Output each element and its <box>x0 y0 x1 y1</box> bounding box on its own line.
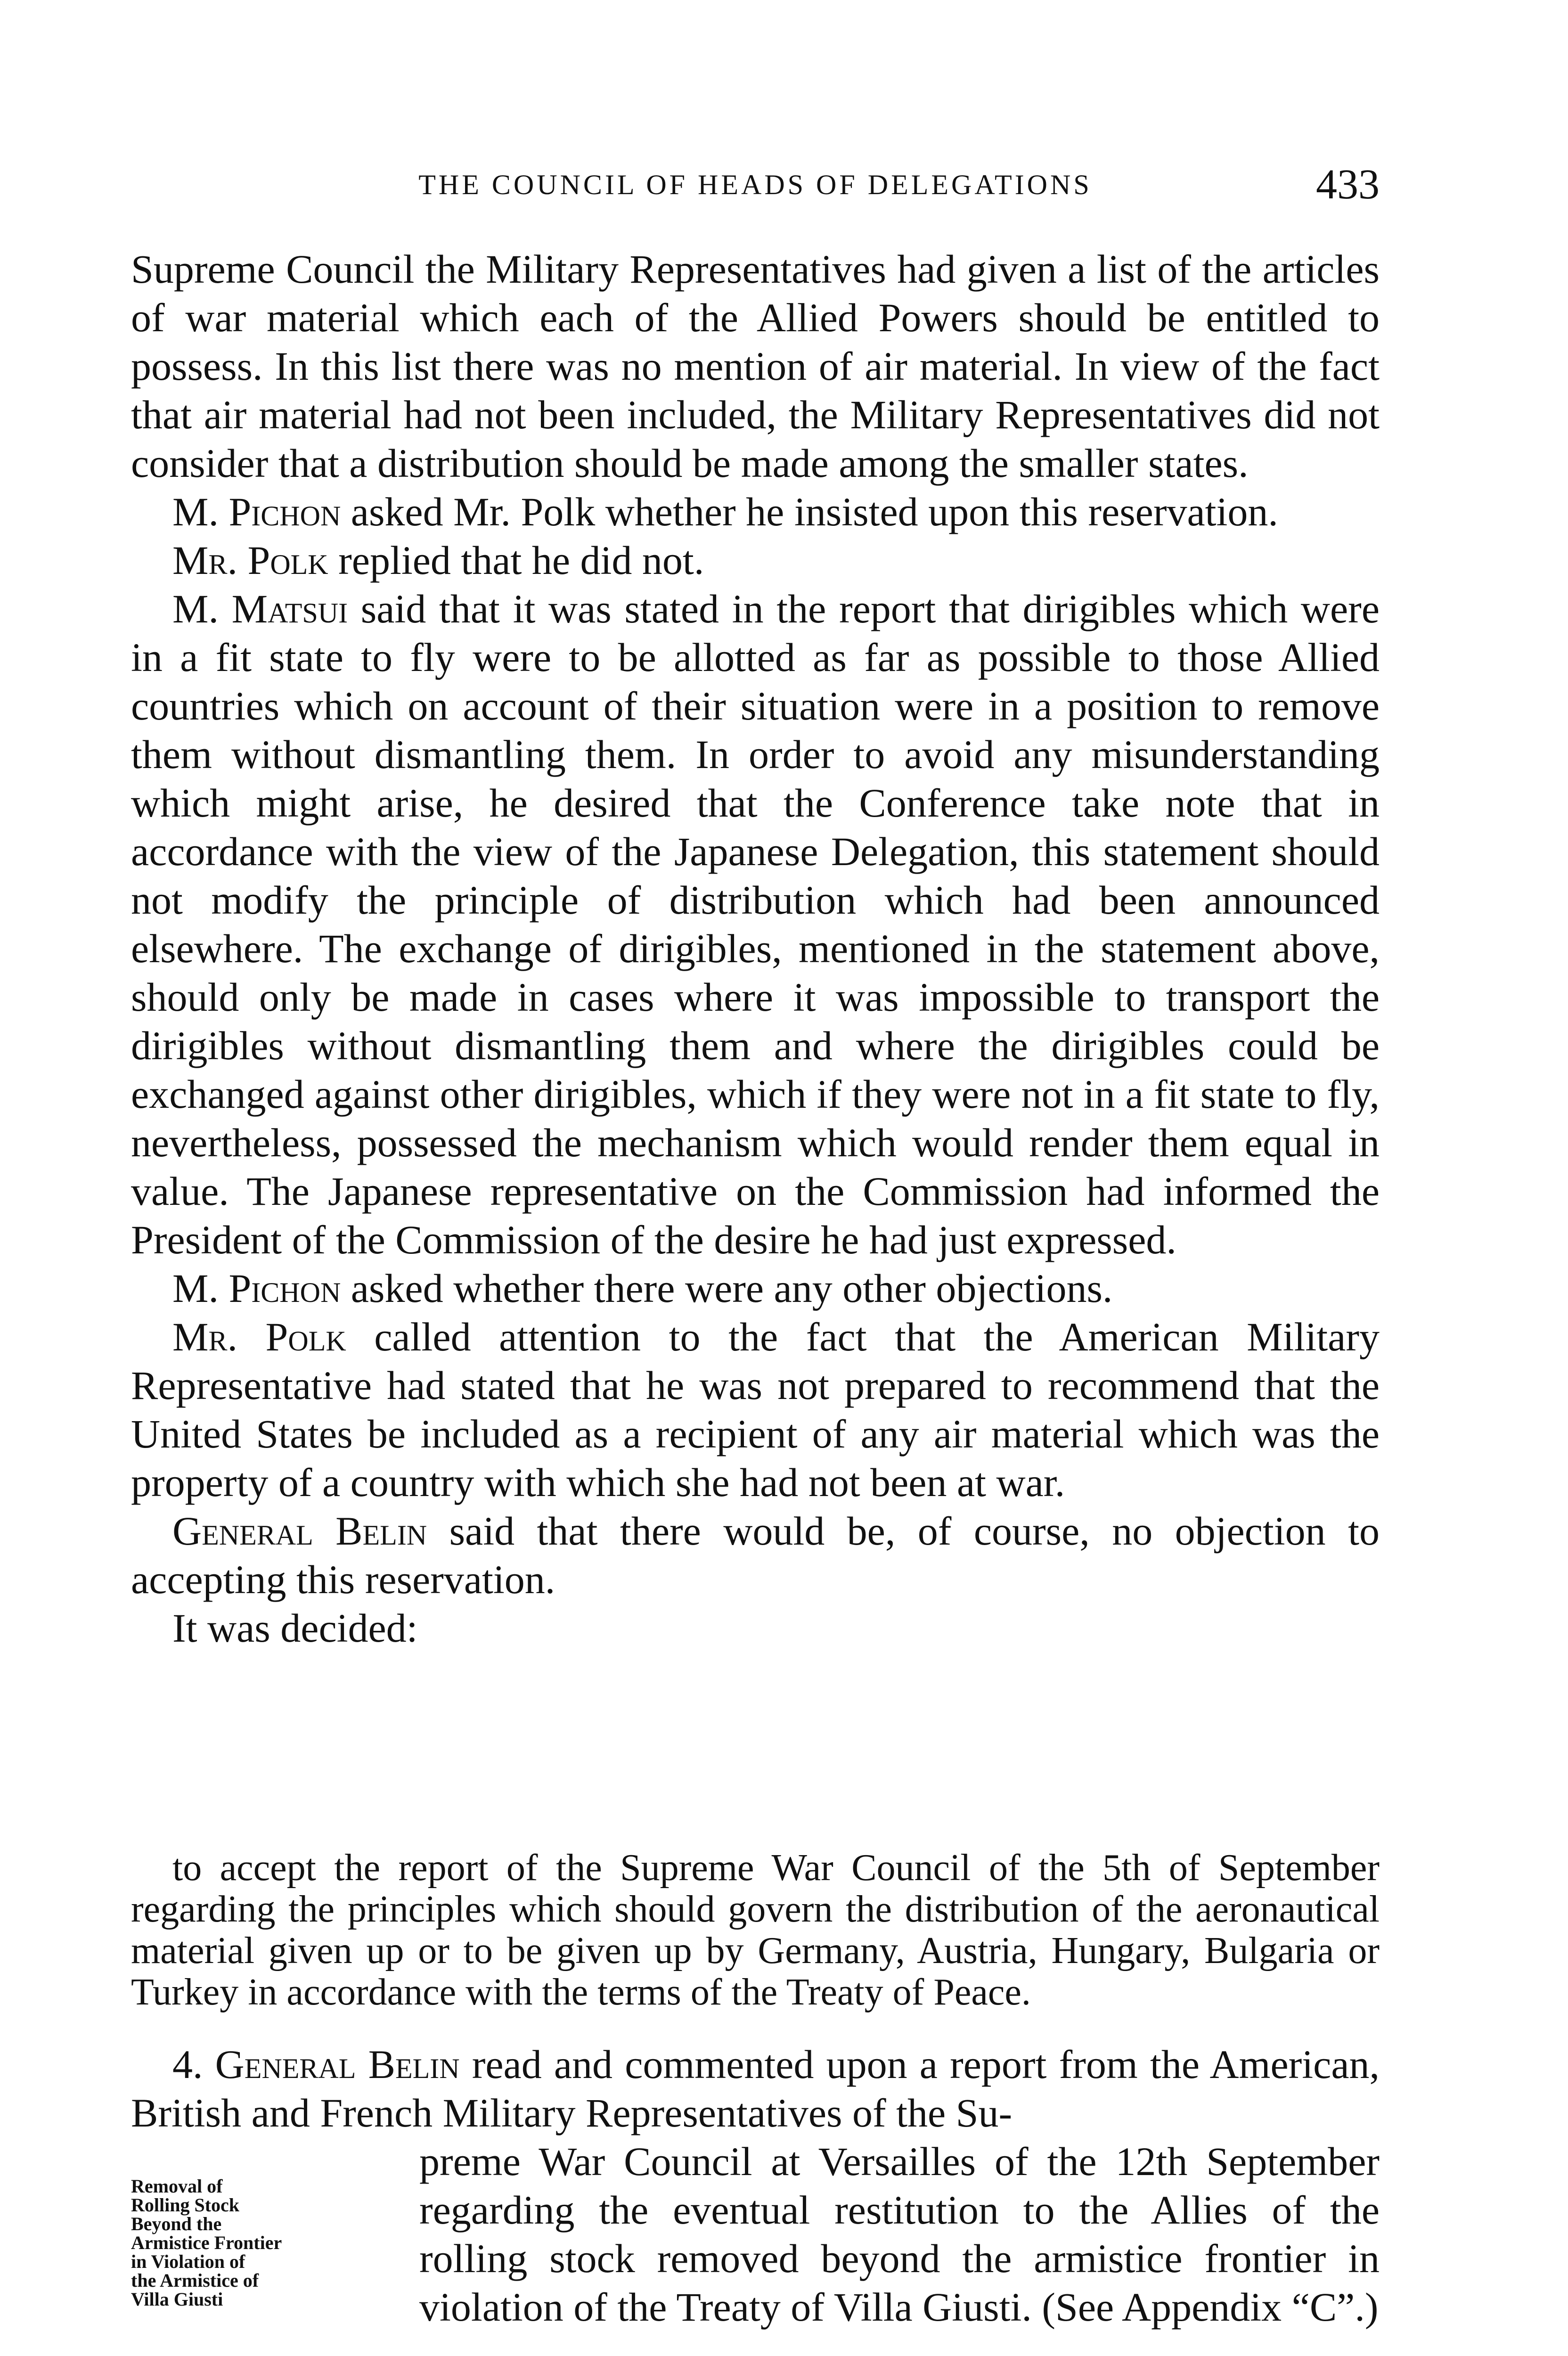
paragraph-continuation: Supreme Council the Military Representatives had given a list of the articles of war material which each of the Allied Powers should be entitled to possess. In this list there was no mention of air material. In view of the fact that air material had not been included, the Military Representatives did not consider that a distribution should be made among the smaller states. <box>131 246 1380 486</box>
speaker-name: Mr. Polk <box>172 1314 346 1359</box>
decision-text: to accept the report of the Supreme War Council of the 5th of September regarding the principles which should govern the distribution of the aeronautical material given up or to be given up by Germany, Austria, Hungary, Bulgaria or Turkey in accordance with the terms of the Treaty of Peace. <box>131 1847 1380 2013</box>
item-4 <box>131 2040 1380 2137</box>
paragraph-text: asked Mr. Polk whether he insisted upon this reservation. <box>341 489 1278 534</box>
paragraph-text: called attention to the fact that the American Military Representative had stated that he was not prepared to recommend that the United States be included as a recipient of any air material which was the property of a country with which she had not been at war. <box>131 1314 1380 1505</box>
running-head: THE COUNCIL OF HEADS OF DELEGATIONS <box>418 169 1092 200</box>
page-header <box>131 160 1380 217</box>
item-4-first-lines <box>131 2040 1380 2137</box>
margin-note-line: Villa Giusti <box>131 2289 223 2310</box>
item-number: 4. <box>172 2042 215 2087</box>
page-number: 433 <box>1316 161 1380 208</box>
item-4-continuation <box>419 2137 1380 2331</box>
body-text <box>131 245 1380 1652</box>
margin-note-line: Beyond the <box>131 2213 222 2234</box>
paragraph-belin <box>131 1507 1380 1604</box>
speaker-name: M. Pichon <box>172 489 341 534</box>
margin-note-line: Armistice Frontier <box>131 2232 282 2253</box>
paragraph-pichon-1 <box>131 488 1380 536</box>
paragraph-text: read and commented upon a report from the American, British and French Military Representatives of the Su- <box>131 2042 1380 2135</box>
paragraph-decided: It was decided: <box>172 1605 418 1651</box>
speaker-name: General Belin <box>172 1508 427 1554</box>
margin-note-line: Removal of <box>131 2176 223 2197</box>
paragraph-text: asked whether there were any other objections. <box>341 1266 1113 1311</box>
paragraph-polk-2 <box>131 1313 1380 1507</box>
speaker-name: M. Matsui <box>172 586 348 631</box>
margin-note-line: in Violation of <box>131 2251 245 2272</box>
paragraph-pichon-2 <box>131 1264 1380 1313</box>
paragraph-matsui <box>131 585 1380 1264</box>
paragraph-text: said that there would be, of course, no objection to accepting this reservation. <box>131 1508 1380 1602</box>
speaker-name: Mr. Polk <box>172 538 328 583</box>
item-4-rest-text: preme War Council at Versailles of the 12th September regarding the eventual restitution to the Allies of the rolling stock removed beyond the armistice frontier in violation of the Treaty of Villa Giusti. (See Appendix “C”.) <box>419 2139 1380 2330</box>
paragraph-text: said that it was stated in the report that dirigibles which were in a fit state to fly were to be allotted as far as possible to those Allied countries which on account of their situation were in a position to remove them without dismantling them. In order to avoid any misunderstanding which might arise, he desired that the Conference take note that in accordance with the view of the Japanese Delegation, this statement should not modify the principle of distribution which had been announced elsewhere. The exchange of dirigibles, mentioned in the statement above, should only be made in cases where it was impossible to transport the dirigibles without dismantling them and where the dirigibles could be exchanged against other dirigibles, which if they were not in a fit state to fly, nevertheless, possessed the mechanism which would render them equal in value. The Japanese representative on the Commission had informed the President of the Commission of the desire he had just expressed. <box>131 586 1380 1262</box>
decision-block <box>131 1847 1380 2013</box>
speaker-name: M. Pichon <box>172 1266 341 1311</box>
margin-note-line: the Armistice of <box>131 2270 259 2291</box>
margin-note-line: Rolling Stock <box>131 2194 240 2216</box>
speaker-name: General Belin <box>215 2042 460 2087</box>
margin-note <box>131 2177 395 2309</box>
paragraph-text: replied that he did not. <box>328 538 704 583</box>
paragraph-polk-1 <box>131 536 1380 585</box>
